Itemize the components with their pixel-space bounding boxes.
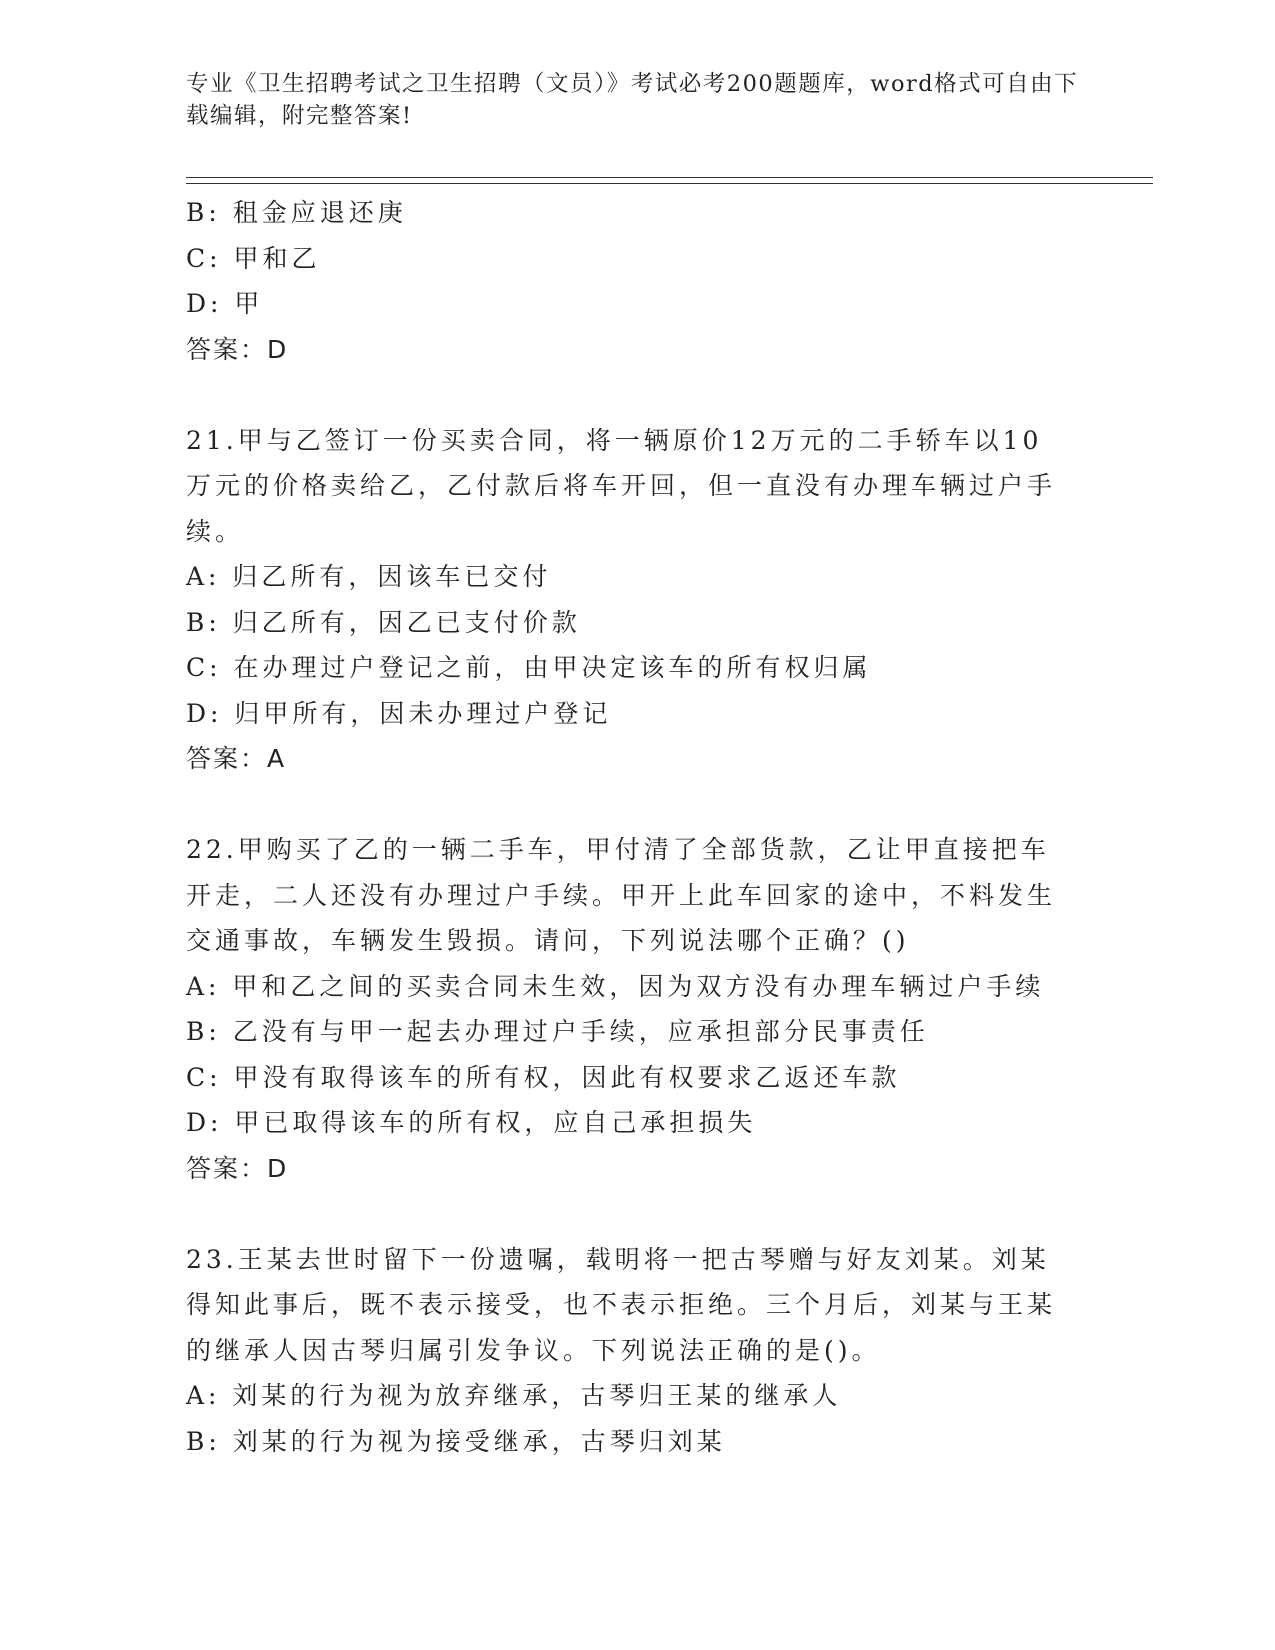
- option-d: D: 甲已取得该车的所有权，应自己承担损失: [186, 1108, 757, 1137]
- question-21: [186, 418, 1086, 782]
- question-22: [186, 827, 1086, 1191]
- option-a: A: 甲和乙之间的买卖合同未生效，因为双方没有办理车辆过户手续: [186, 971, 1045, 1001]
- answer: 答案：D: [186, 334, 289, 364]
- option-d: D: 归甲所有，因未办理过户登记: [186, 698, 612, 728]
- option-a: A: 刘某的行为视为放弃继承，古琴归王某的继承人: [186, 1381, 842, 1410]
- option-a: A: 归乙所有，因该车已交付: [186, 562, 552, 591]
- answer: 答案：D: [186, 1153, 289, 1183]
- header-divider: [186, 177, 1153, 178]
- continued-question: [186, 190, 1086, 372]
- question-stem: 23.王某去世时留下一份遗嘱，载明将一把古琴赠与好友刘某。刘某得知此事后，既不表示接受，也不表示拒绝。三个月后，刘某与王某的继承人因古琴归属引发争议。下列说法正确的是()。: [186, 1244, 1057, 1365]
- question-23: [186, 1237, 1086, 1465]
- option-c: C: 甲没有取得该车的所有权，因此有权要求乙返还车款: [186, 1062, 901, 1092]
- answer: 答案：A: [186, 744, 287, 773]
- option-c: C: 在办理过户登记之前，由甲决定该车的所有权归属: [186, 653, 872, 682]
- page-header: 专业《卫生招聘考试之卫生招聘（文员）》考试必考200题题库，word格式可自由下载编辑，附完整答案!: [186, 71, 1079, 129]
- option-d: D: 甲: [186, 289, 264, 318]
- option-b: B: 租金应退还庚: [186, 198, 407, 227]
- option-b: B: 乙没有与甲一起去办理过户手续，应承担部分民事责任: [186, 1017, 929, 1046]
- option-b: B: 归乙所有，因乙已支付价款: [186, 607, 581, 637]
- option-b: B: 刘某的行为视为接受继承，古琴归刘某: [186, 1426, 726, 1456]
- document-body: [186, 190, 1086, 1464]
- question-stem: 22.甲购买了乙的一辆二手车，甲付清了全部货款，乙让甲直接把车开走，二人还没有办理过户手续。甲开上此车回家的途中，不料发生交通事故，车辆发生毁损。请问，下列说法哪个正确？(): [186, 835, 1057, 955]
- option-c: C: 甲和乙: [186, 243, 321, 273]
- question-stem: 21.甲与乙签订一份买卖合同，将一辆原价12万元的二手轿车以10万元的价格卖给乙，乙付款后将车开回，但一直没有办理车辆过户手续。: [186, 425, 1057, 546]
- header-divider-double: [186, 183, 1153, 184]
